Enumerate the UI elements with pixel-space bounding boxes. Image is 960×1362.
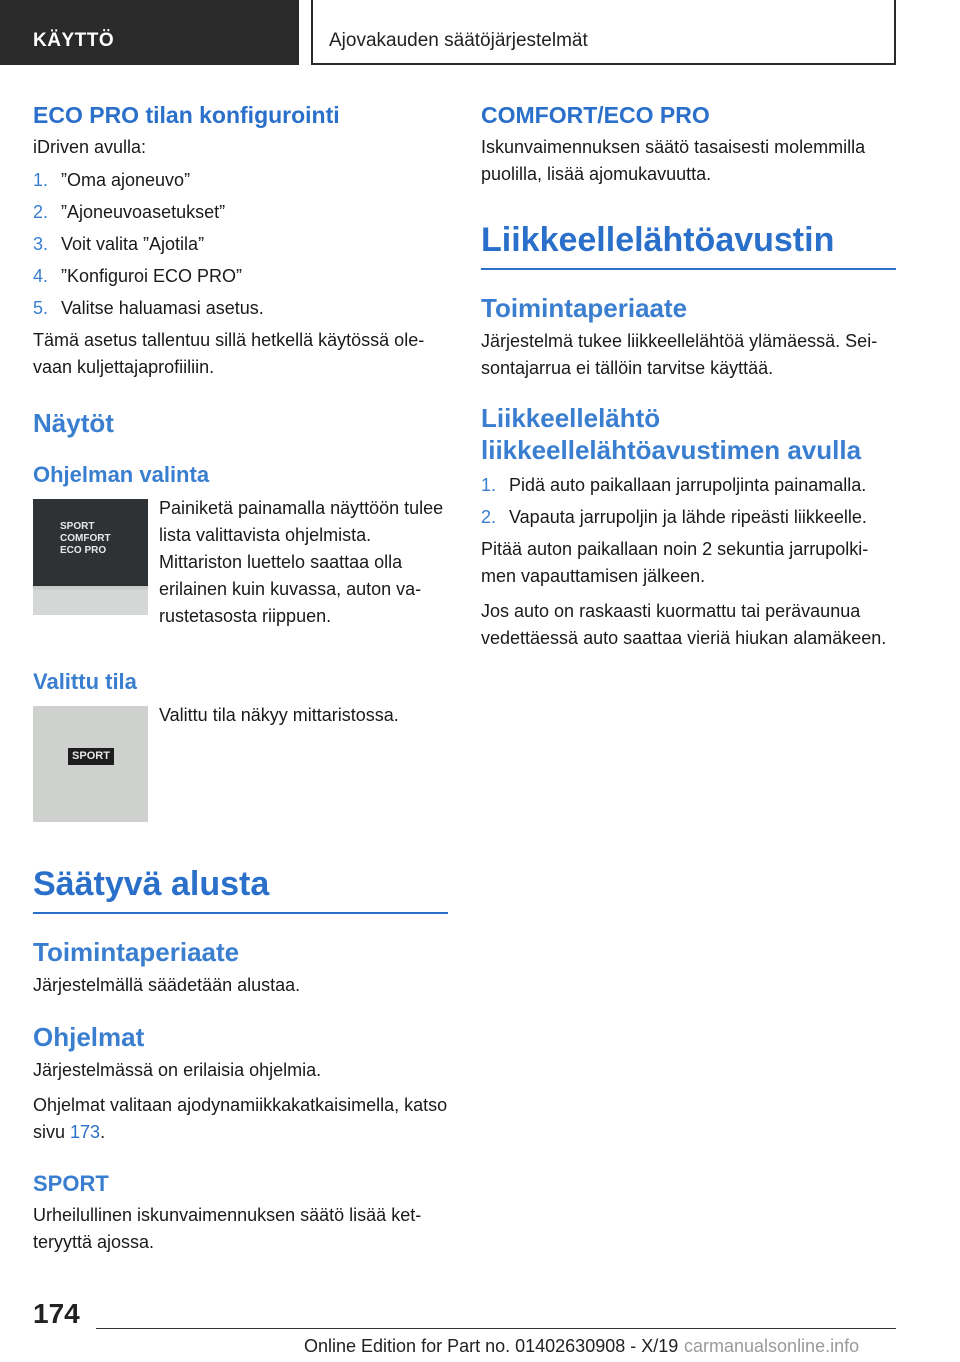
program-list-image: [33, 499, 148, 615]
programs-text: Järjestelmässä on erilaisia ohjelmia.: [33, 1060, 322, 1080]
selected-mode-heading: Valittu tila: [33, 669, 137, 694]
program-selection-block: [33, 499, 448, 630]
header-section-label: KÄYTTÖ: [33, 30, 115, 51]
sport-badge: SPORT: [68, 748, 114, 765]
eco-pro-config-heading: ECO PRO tilan konfigurointi: [33, 102, 340, 128]
list-item: 1. ”Oma ajoneuvo”: [33, 170, 191, 190]
eco-pro-steps: [33, 167, 448, 322]
sport-heading: SPORT: [33, 1171, 109, 1196]
header-chapter-box: [311, 0, 896, 65]
list-item: 2. Vapauta jarrupoljin ja lähde ripeästi liikkeelle.: [481, 507, 867, 527]
list-item: 1. Pidä auto paikallaan jarrupoljinta painamalla.: [481, 475, 867, 495]
right-column: [481, 100, 896, 652]
program-selection-text: Painiketä painamalla näyttöön tulee lista valittavista ohjelmista. Mittariston luettelo saattaa olla erilainen kuin kuvassa, auton varustetasosta riippuen.: [159, 498, 444, 626]
start-steps: [481, 472, 896, 531]
eco-pro-intro: iDriven avulla:: [33, 137, 147, 157]
selected-mode-block: [33, 706, 448, 822]
sport-text: Urheilullinen iskunvaimennuksen säätö lisää ketteryyttä ajossa.: [33, 1205, 422, 1252]
list-item: 2. ”Ajoneuvoasetukset”: [33, 202, 226, 222]
hill-start-assist-heading: Liikkeellelähtöavustin: [481, 218, 896, 270]
eco-pro-note: Tämä asetus tallentuu sillä hetkellä käytössä olevaan kuljettajaprofiiliin.: [33, 330, 425, 377]
image-label-comfort: COMFORT: [60, 533, 111, 544]
list-item: 5. Valitse haluamasi asetus.: [33, 298, 264, 318]
assist-principle-heading: Toimintaperiaate: [481, 293, 688, 323]
image-label-eco-pro: ECO PRO: [60, 545, 107, 556]
header-chapter-label: Ajovakauden säätöjärjestelmät: [329, 30, 588, 51]
image-label-sport: SPORT: [60, 521, 95, 532]
assist-principle-text: Järjestelmä tukee liikkeellelähtöä ylämäessä. Seisontajarrua ei tällöin tarvitse käyttää.: [481, 331, 878, 378]
left-column: [33, 100, 448, 1256]
comfort-eco-pro-heading: COMFORT/ECO PRO: [481, 102, 710, 128]
selected-mode-image: [33, 706, 148, 822]
comfort-eco-pro-text: Iskunvaimennuksen säätö tasaisesti molemmilla puolilla, lisää ajomukavuutta.: [481, 137, 866, 184]
program-selection-heading: Ohjelman valinta: [33, 462, 210, 487]
footer-divider: [96, 1328, 896, 1329]
programs-heading: Ohjelmat: [33, 1022, 145, 1052]
list-item: 3. Voit valita ”Ajotila”: [33, 234, 205, 254]
page-number: 174: [33, 1298, 80, 1329]
adaptive-chassis-heading: Säätyvä alusta: [33, 862, 448, 914]
start-with-assist-heading: Liikkeellelähtö liikkeellelähtöavustimen avulla: [481, 403, 862, 465]
start-text-load: Jos auto on raskaasti kuormattu tai perävaunua vedettäessä auto saattaa vieriä hiukan alamäkeen.: [481, 601, 887, 648]
page-link-173[interactable]: 173: [70, 1122, 101, 1142]
chassis-principle-heading: Toimintaperiaate: [33, 937, 240, 967]
list-item: 4. ”Konfiguroi ECO PRO”: [33, 266, 243, 286]
footer-watermark: carmanualsonline.info: [684, 1336, 860, 1356]
selected-mode-text: Valittu tila näkyy mittaristossa.: [159, 705, 399, 725]
naytot-heading: Näytöt: [33, 408, 114, 438]
programs-reference: Ohjelmat valitaan ajodynamiikkakatkaisimella, katso sivu 173.: [33, 1095, 448, 1142]
footer-edition: Online Edition for Part no. 01402630908 - X/19: [304, 1336, 679, 1356]
chassis-principle-text: Järjestelmällä säädetään alustaa.: [33, 975, 301, 995]
start-text-hold: Pitää auton paikallaan noin 2 sekuntia jarrupolkimen vapauttamisen jälkeen.: [481, 539, 869, 586]
header-section-tab: [0, 0, 299, 65]
